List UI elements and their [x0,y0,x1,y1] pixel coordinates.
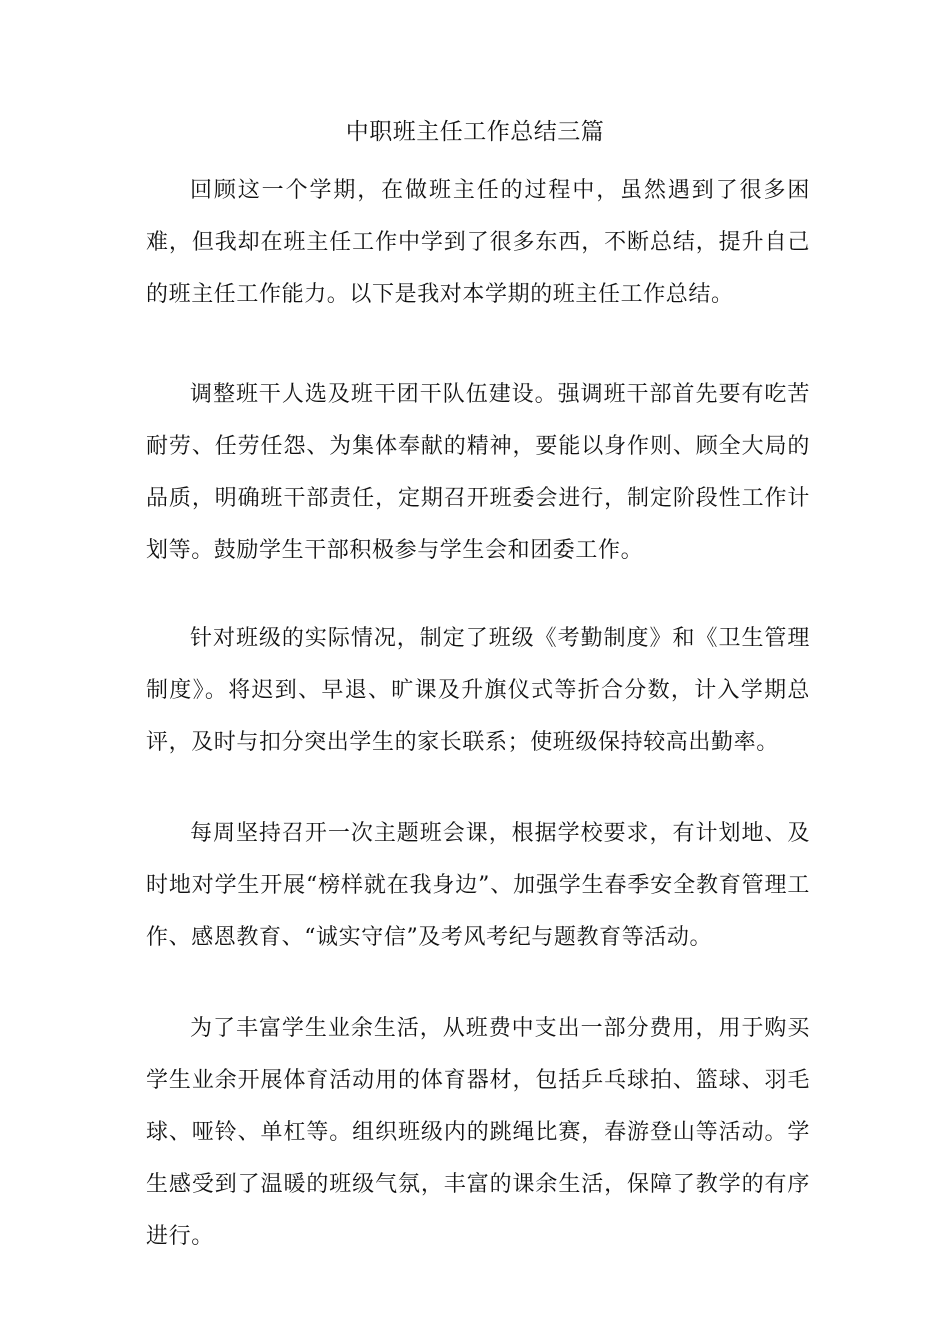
paragraph-review: 回顾这一个学期，在做班主任的过程中，虽然遇到了很多困难，但我却在班主任工作中学到了很多东西，不断总结，提升自己的班主任工作能力。以下是我对本学期的班主任工作总结。 [146,178,810,307]
paragraph-extracurricular: 为了丰富学生业余生活，从班费中支出一部分费用，用于购买学生业余开展体育活动用的体育器材，包括乒乓球拍、篮球、羽毛球、哑铃、单杠等。组织班级内的跳绳比赛，春游登山等活动。学生感受到了温暖的班级气氛，丰富的课余生活，保障了教学的有序进行。 [146,1016,810,1249]
paragraph-class-cadres: 调整班干人选及班干团干队伍建设。强调班干部首先要有吃苦耐劳、任劳任怨、为集体奉献的精神，要能以身作则、顾全大局的品质，明确班干部责任，定期召开班委会进行，制定阶段性工作计划等。鼓励学生干部积极参与学生会和团委工作。 [146,382,810,563]
paragraph-attendance-rules: 针对班级的实际情况，制定了班级《考勤制度》和《卫生管理制度》。将迟到、早退、旷课及升旗仪式等折合分数，计入学期总评，及时与扣分突出学生的家长联系；使班级保持较高出勤率。 [146,626,810,755]
document-title: 中职班主任工作总结三篇 [345,119,605,145]
paragraph-class-meetings: 每周坚持召开一次主题班会课，根据学校要求，有计划地、及时地对学生开展“榜样就在我身边”、加强学生春季安全教育管理工作、感恩教育、“诚实守信”及考风考纪与题教育等活动。 [146,821,810,950]
